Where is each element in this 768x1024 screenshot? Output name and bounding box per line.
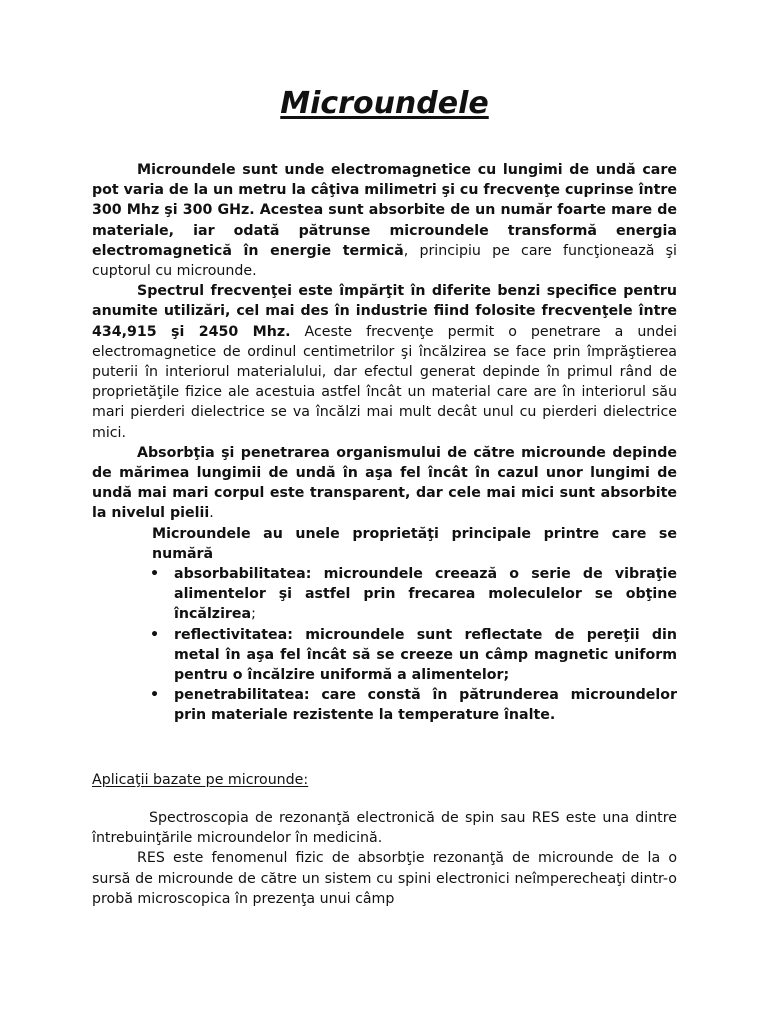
paragraph-intro: [92, 160, 677, 281]
list-item-normal: ;: [251, 606, 256, 623]
paragraph-spectrum-bold: Spectrul frecvenţei este împărţit în diferite benzi specifice pentru anumite utilizări, cel mai des în industrie fiind folosite frecvenţele între 434,915 şi 2450 Mhz.: [92, 283, 677, 340]
paragraph-absorption: [92, 443, 677, 524]
properties-list: [150, 564, 677, 726]
spacer: [92, 790, 677, 808]
paragraph-absorption-normal: .: [209, 505, 214, 522]
bullet-icon: •: [150, 626, 160, 643]
list-item-bold: reflectivitatea: microundele sunt reflectate de pereţii din metal în aşa fel încât să se creeze un câmp magnetic uniform pentru o încălzire uniformă a alimentelor;: [174, 626, 677, 684]
document-body: [92, 160, 677, 909]
paragraph-spectrum: [92, 281, 677, 443]
paragraph-spectroscopy: Spectroscopia de rezonanţă electronică de spin sau RES este una dintre întrebuinţările microundelor în medicină.: [92, 809, 677, 847]
bullet-icon: •: [150, 687, 160, 704]
paragraph-properties-intro: Microundele au unele proprietăţi principale printre care se numără: [152, 525, 677, 562]
list-item: [150, 685, 677, 725]
section-heading: Aplicaţii bazate pe microunde:: [92, 771, 309, 788]
bullet-icon: •: [150, 566, 160, 583]
paragraph-absorption-bold: Absorbţia şi penetrarea organismului de către microunde depinde de mărimea lungimii de undă în aşa fel încât în cazul unor lungimi de undă mai mari corpul este transparent, dar cele mai mici sunt absorbite la nivelul pielii: [92, 444, 677, 522]
list-item: [150, 564, 677, 625]
paragraph-res: RES este fenomenul fizic de absorbţie rezonanţă de microunde de la o sursă de microunde de către un sistem cu spini electronici neîmperecheaţi dintr-o probă microscopica în prezenţa unui câmp: [92, 850, 677, 907]
list-item-bold: penetrabilitatea: care constă în pătrunderea microundelor prin materiale rezistente la temperature înalte.: [174, 687, 677, 724]
list-item-bold: absorbabilitatea: microundele creează o serie de vibraţie alimentelor şi astfel prin frecarea moleculelor se obţine încălzirea: [174, 566, 677, 623]
document-title: Microundele: [280, 86, 489, 121]
list-item: [150, 625, 677, 686]
paragraph-spectrum-normal: Aceste frecvenţe permit o penetrare a undei electromagnetice de ordinul centimetrilor şi încălzirea se face prin împrăştierea puterii în interiorul materialului, dar efectul generat depinde în primul rând de proprietăţile fizice ale acestuia astfel încât un material care are în interiorul său mari pierderi dielectrice se va încălzi mai mult decât unul cu pierderi dielectrice mici.: [92, 323, 677, 441]
paragraph-intro-normal: , principiu pe care funcţionează şi cuptorul cu microunde.: [92, 242, 678, 280]
paragraph-intro-bold: Microundele sunt unde electromagnetice cu lungimi de undă care pot varia de la un metru la câţiva milimetri şi cu frecvenţe cuprinse între 300 Mhz şi 300 GHz. Acestea sunt absorbite de un număr foarte mare de materiale, iar odată pătrunse microundele transformă energia electromagnetică în energie termică: [92, 162, 677, 259]
